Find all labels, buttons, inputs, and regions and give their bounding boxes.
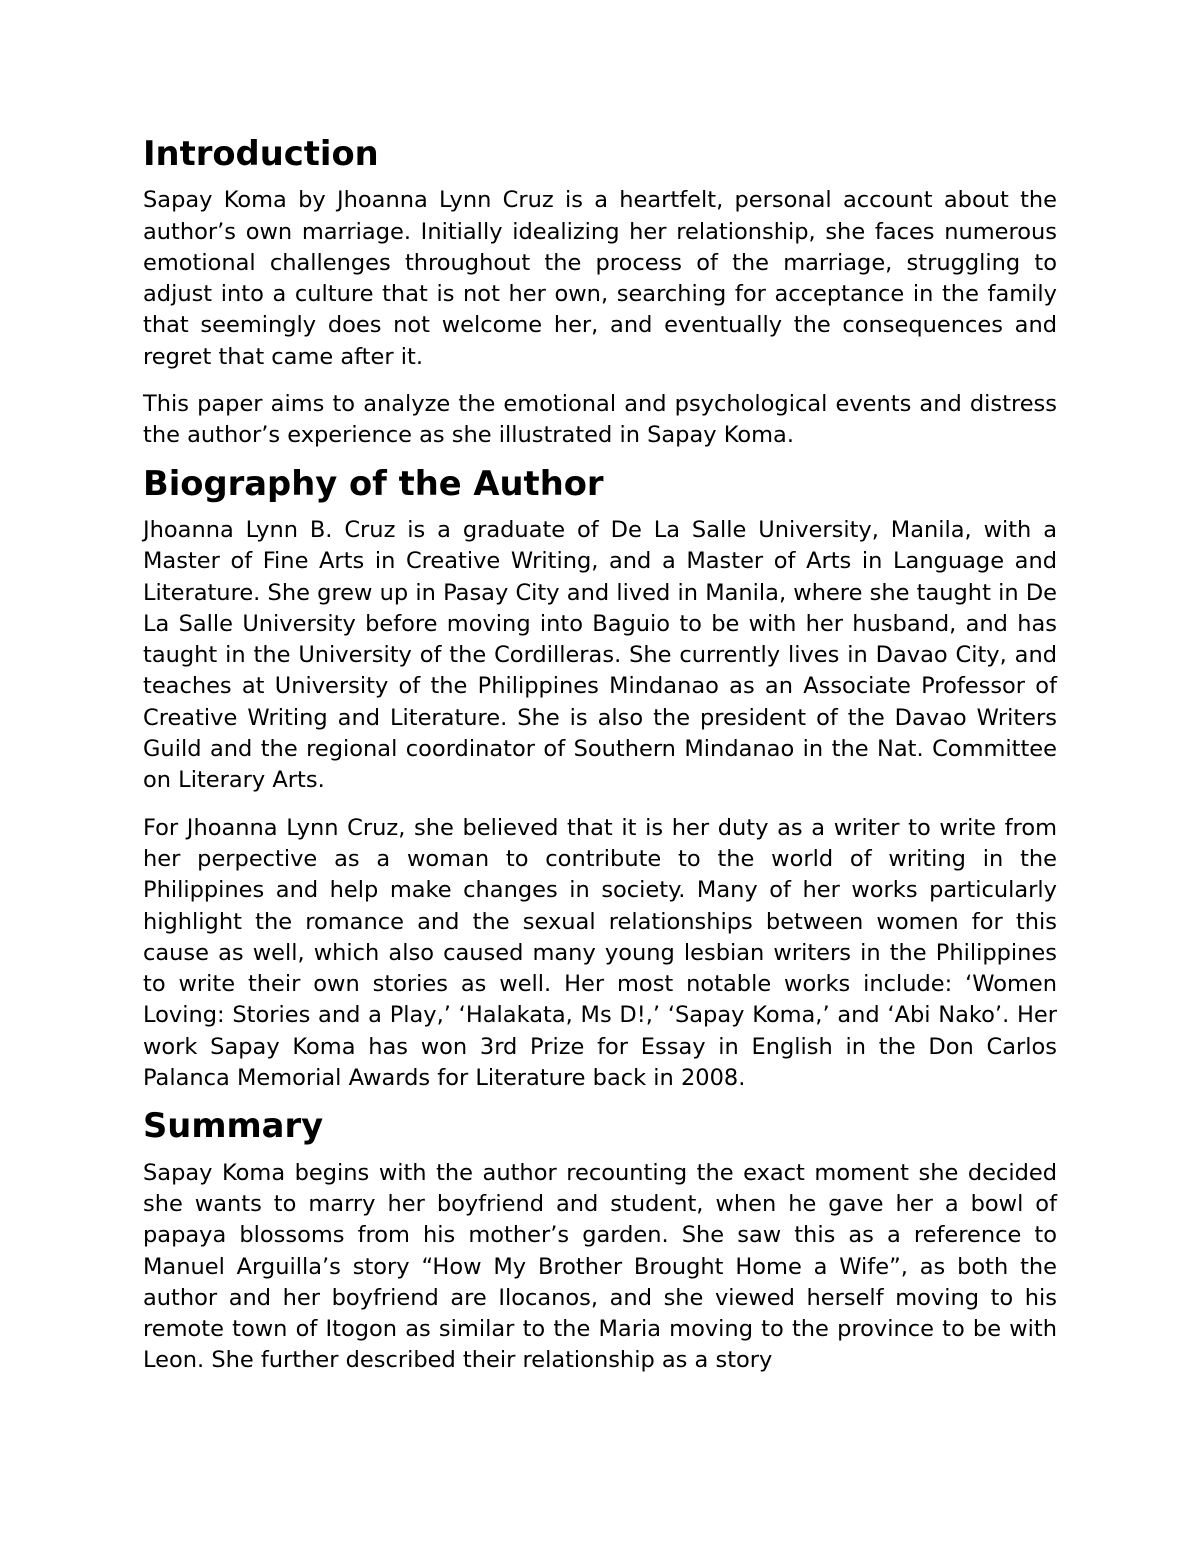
paragraph: Jhoanna Lynn B. Cruz is a graduate of De La Salle University, Manila, with a Master of Fine Arts in Creative Writing, and a Master of Arts in Language and Literature. She grew up in Pasay City and lived in Manila, where she taught in De La Salle University before moving into Baguio to be with her husband, and has taught in the University of the Cordilleras. She currently lives in Davao City, and teaches at University of the Philippines Mindanao as an Associate Professor of Creative Writing and Literature. She is also the president of the Davao Writers Guild and the regional coordinator of Southern Mindanao in the Nat. Committee on Literary Arts.: [143, 516, 1057, 794]
document-page: [143, 134, 1057, 1393]
paragraph: Sapay Koma begins with the author recounting the exact moment she decided she wants to marry her boyfriend and student, when he gave her a bowl of papaya blossoms from his mother’s garden. She saw this as a reference to Manuel Arguilla’s story “How My Brother Brought Home a Wife”, as both the author and her boyfriend are Ilocanos, and she viewed herself moving to his remote town of Itogon as similar to the Maria moving to the province to be with Leon. She further described their relationship as a story: [143, 1159, 1057, 1374]
section-summary: [143, 1106, 1057, 1376]
paragraph: This paper aims to analyze the emotional and psychological events and distress the author’s experience as she illustrated in Sapay Koma.: [143, 391, 1057, 449]
paragraph: For Jhoanna Lynn Cruz, she believed that it is her duty as a writer to write from her perpective as a woman to contribute to the world of writing in the Philippines and help make changes in society. Many of her works particularly highlight the romance and the sexual relationships between women for this cause as well, which also caused many young lesbian writers in the Philippines to write their own stories as well. Her most notable works include: ‘Women Loving: Stories and a Play,’ ‘Halakata, Ms D!,’ ‘Sapay Koma,’ and ‘Abi Nako’. Her work Sapay Koma has won 3rd Prize for Essay in English in the Don Carlos Palanca Memorial Awards for Literature back in 2008.: [143, 814, 1057, 1092]
section-heading: Introduction: [143, 134, 379, 173]
paragraph: Sapay Koma by Jhoanna Lynn Cruz is a heartfelt, personal account about the author’s own marriage. Initially idealizing her relationship, she faces numerous emotional challenges throughout the process of the marriage, struggling to adjust into a culture that is not her own, searching for acceptance in the family that seemingly does not welcome her, and eventually the consequences and regret that came after it.: [143, 187, 1057, 370]
section-biography: [143, 463, 1057, 1095]
section-heading: Summary: [143, 1106, 324, 1146]
section-heading: Biography of the Author: [143, 463, 604, 503]
section-introduction: [143, 134, 1057, 452]
